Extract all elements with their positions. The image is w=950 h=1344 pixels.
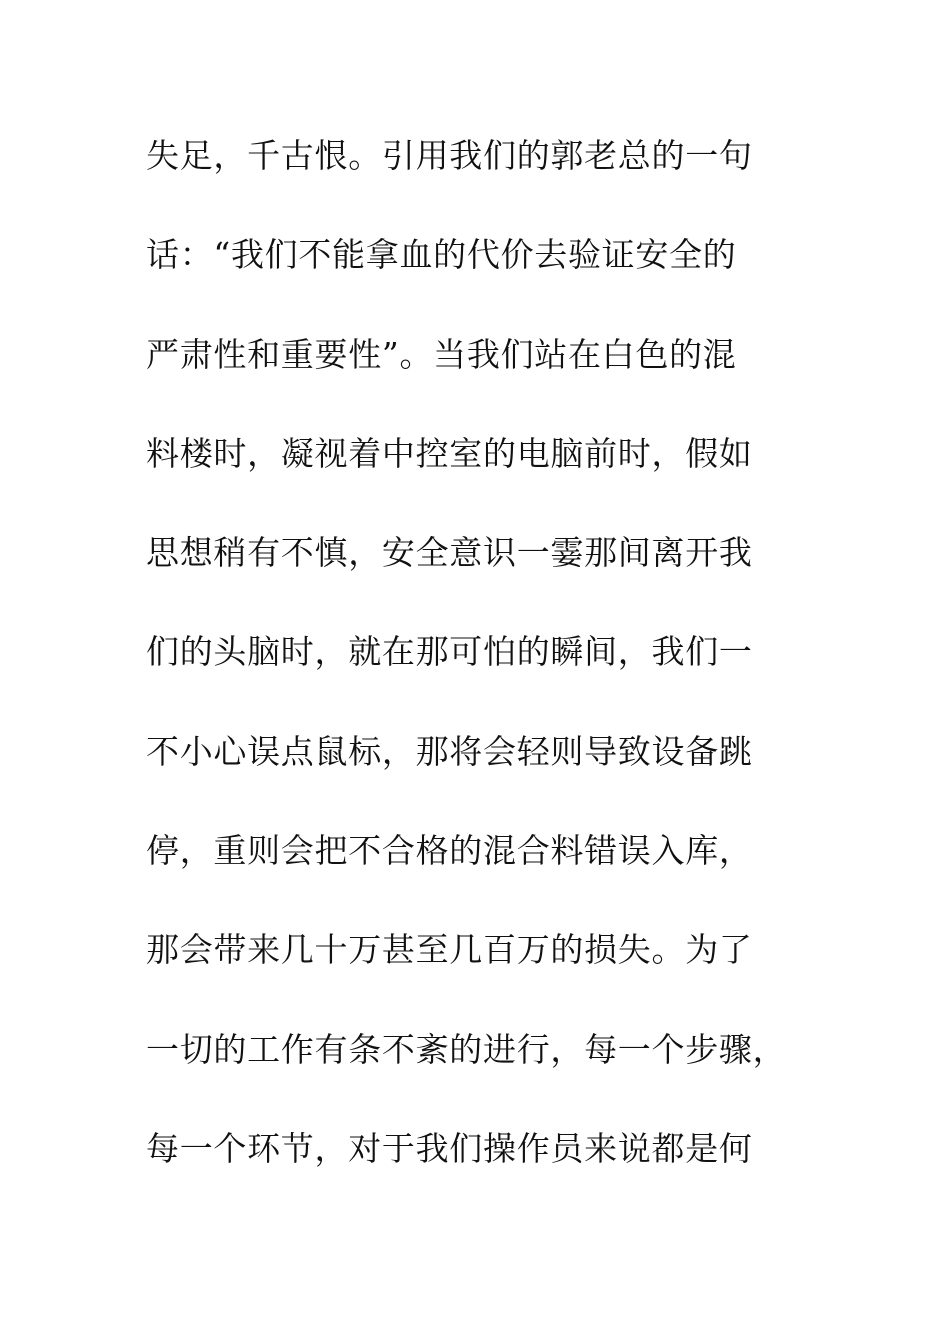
body-text	[146, 118, 846, 1210]
text-line-6: 们的头脑时，就在那可怕的瞬间，我们一	[146, 632, 753, 672]
text-line-9: 那会带来几十万甚至几百万的损失。为了	[146, 930, 753, 970]
text-line-10: 一切的工作有条不紊的进行，每一个步骤，	[146, 1029, 787, 1069]
text-line-5: 思想稍有不慎，安全意识一霎那间离开我	[146, 533, 753, 573]
text-line-1: 失足，千古恨。引用我们的郭老总的一句	[146, 136, 753, 175]
text-line-8: 停，重则会把不合格的混合料错误入库，	[146, 831, 753, 871]
text-line-2: 话：“我们不能拿血的代价去验证安全的	[146, 235, 737, 275]
text-line-11: 每一个环节，对于我们操作员来说都是何	[146, 1128, 753, 1168]
text-line-4: 料楼时，凝视着中控室的电脑前时，假如	[146, 433, 753, 473]
text-line-3: 严肃性和重要性”。当我们站在白色的混	[146, 334, 737, 374]
text-line-7: 不小心误点鼠标，那将会轻则导致设备跳	[146, 731, 753, 771]
